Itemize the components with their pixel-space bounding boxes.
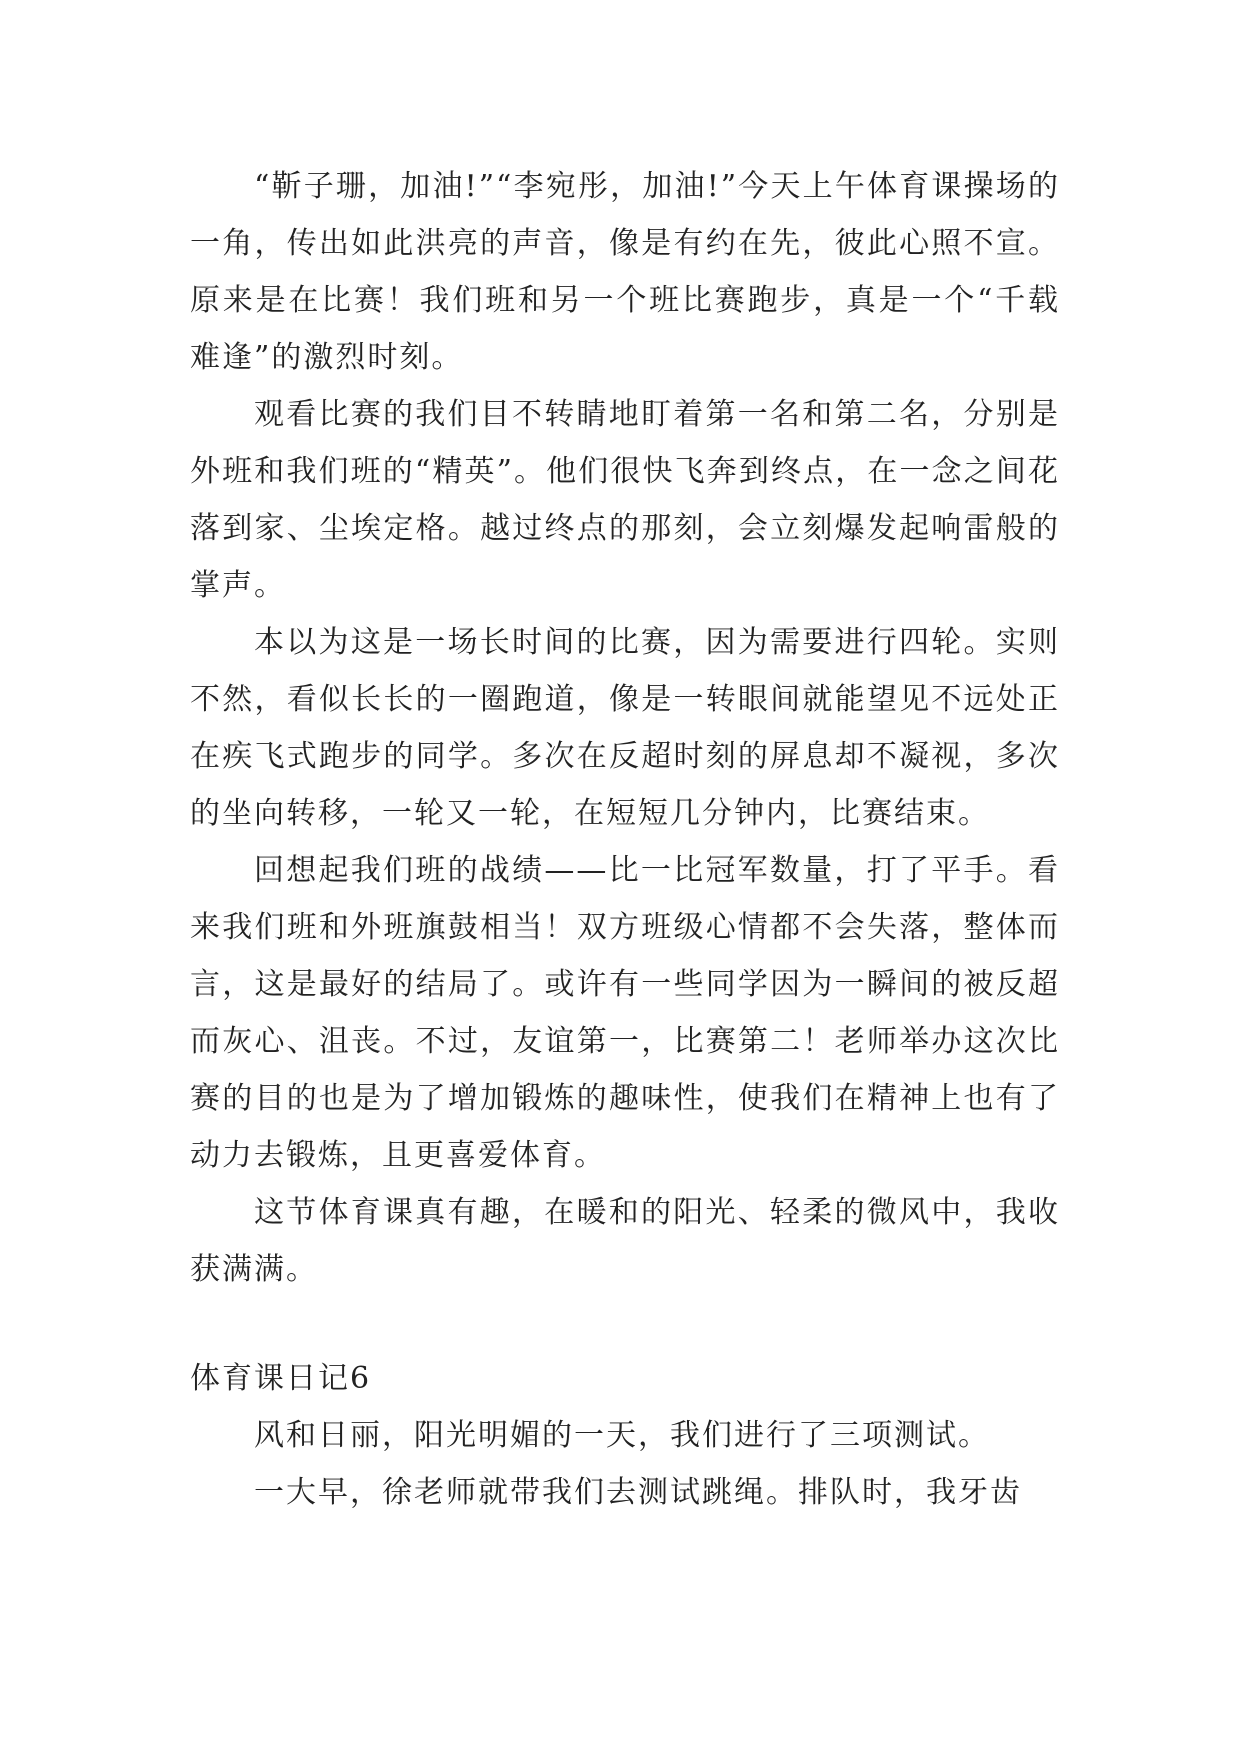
- paragraph-2: 观看比赛的我们目不转睛地盯着第一名和第二名，分别是外班和我们班的“精英”。他们很快飞奔到终点，在一念之间花落到家、尘埃定格。越过终点的那刻，会立刻爆发起响雷般的掌声。: [190, 397, 1060, 603]
- section-heading: 体育课日记6: [190, 1361, 372, 1396]
- paragraph-1: “靳子珊，加油!”“李宛彤，加油!”今天上午体育课操场的一角，传出如此洪亮的声音，像是有约在先，彼此心照不宣。原来是在比赛！我们班和另一个班比赛跑步，真是一个“千载难逢”的激烈时刻。: [190, 169, 1060, 375]
- paragraph-3: 本以为这是一场长时间的比赛，因为需要进行四轮。实则不然，看似长长的一圈跑道，像是一转眼间就能望见不远处正在疾飞式跑步的同学。多次在反超时刻的屏息却不凝视，多次的坐向转移，一轮又一轮，在短短几分钟内，比赛结束。: [190, 625, 1060, 831]
- paragraph-4: 回想起我们班的战绩——比一比冠军数量，打了平手。看来我们班和外班旗鼓相当！双方班级心情都不会失落，整体而言，这是最好的结局了。或许有一些同学因为一瞬间的被反超而灰心、沮丧。不过，友谊第一，比赛第二！老师举办这次比赛的目的也是为了增加锻炼的趣味性，使我们在精神上也有了动力去锻炼，且更喜爱体育。: [190, 853, 1060, 1173]
- document-page: [190, 158, 1060, 1521]
- paragraph-7: 一大早，徐老师就带我们去测试跳绳。排队时，我牙齿: [254, 1475, 1022, 1510]
- paragraph-6: 风和日丽，阳光明媚的一天，我们进行了三项测试。: [254, 1418, 990, 1453]
- paragraph-5: 这节体育课真有趣，在暖和的阳光、轻柔的微风中，我收获满满。: [190, 1195, 1060, 1287]
